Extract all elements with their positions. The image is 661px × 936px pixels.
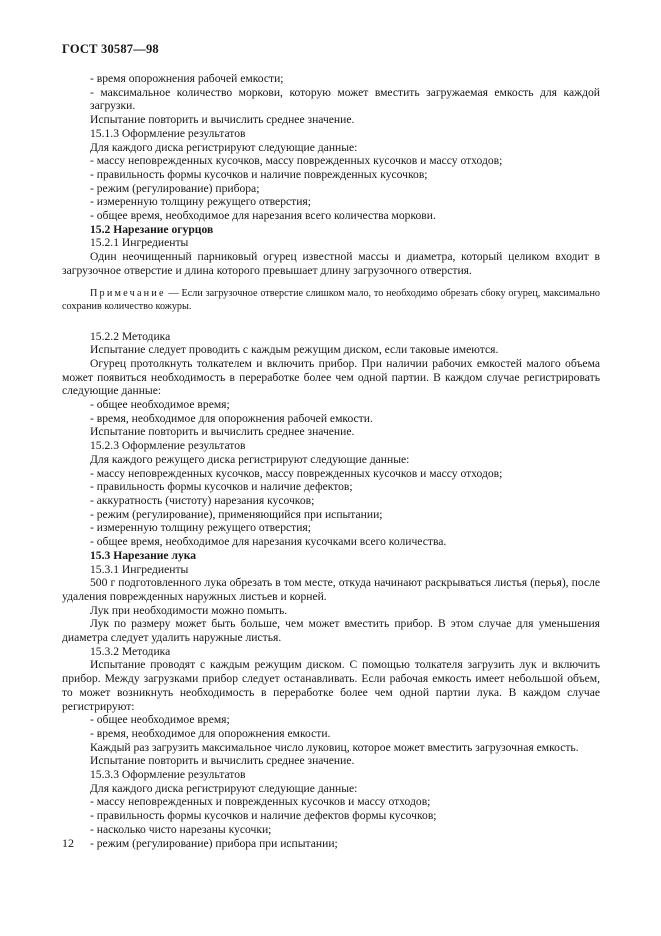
subsection-heading: 15.3.2 Методика [90, 644, 171, 658]
paragraph: Для каждого диска регистрируют следующие данные: [90, 781, 358, 795]
section-number: 15.2 [90, 222, 111, 236]
list-item: - время опорожнения рабочей емкости; [90, 72, 284, 85]
page-number: 12 [62, 836, 74, 850]
paragraph: Испытание повторить и вычислить среднее значение. [90, 425, 355, 439]
paragraph: Каждый раз загрузить максимальное число луковиц, которое может вместить загрузочная емкость. [90, 740, 579, 754]
list-item: - общее необходимое время; [90, 398, 230, 412]
list-item: - время, необходимое для опорожнения рабочей емкости. [90, 411, 373, 425]
list-item: - максимальное количество моркови, которую может вместить загружаемая емкость для каждой загрузки. [90, 85, 600, 113]
subsection-heading: 15.2.1 Ингредиенты [90, 236, 189, 250]
subsection-heading: 15.2.2 Методика [90, 329, 171, 343]
list-item: - измеренную толщину режущего отверстия; [90, 521, 311, 535]
subsection-heading: 15.3.3 Оформление результатов [90, 768, 246, 782]
section-title: Нарезание огурцов [113, 222, 214, 236]
section-title: Нарезание лука [113, 548, 197, 562]
paragraph: Испытание повторить и вычислить среднее значение. [90, 113, 355, 127]
list-item: - массу неповрежденных кусочков, массу поврежденных кусочков и массу отходов; [90, 466, 503, 480]
list-item: - режим (регулирование) прибора при испытании; [90, 836, 338, 850]
list-item: - аккуратность (чистоту) нарезания кусочков; [90, 493, 315, 507]
paragraph: Для каждого диска регистрируют следующие данные: [90, 140, 358, 154]
note-text: — Если загрузочное отверстие слишком мало, то необходимо обрезать сбоку огурец, максимально сохранив количество кожуры. [62, 287, 600, 312]
paragraph: Один неочищенный парниковый огурец известной массы и диаметра, который целиком входит в загрузочное отверстие и длина которого превышает длину загрузочного отверстия. [62, 250, 600, 277]
paragraph: Испытание повторить и вычислить среднее значение. [90, 754, 355, 768]
list-item: - режим (регулирование) прибора; [90, 181, 260, 195]
list-item: - правильность формы кусочков и наличие дефектов формы кусочков; [90, 809, 437, 823]
list-item: - режим (регулирование), применяющийся при испытании; [90, 507, 383, 521]
paragraph: 500 г подготовленного лука обрезать в том месте, откуда начинают раскрываться листья (перья), после удаления поврежденных наружных листьев и корней. [62, 576, 600, 603]
paragraph: Для каждого режущего диска регистрируют следующие данные: [90, 452, 410, 466]
list-item: - массу неповрежденных кусочков, массу поврежденных кусочков и массу отходов; [90, 154, 503, 168]
paragraph: Испытание следует проводить с каждым режущим диском, если таковые имеются. [90, 343, 499, 357]
section-number: 15.3 [90, 548, 111, 562]
list-item: - измеренную толщину режущего отверстия; [90, 195, 311, 209]
subsection-heading: 15.2.3 Оформление результатов [90, 439, 246, 453]
list-item: - общее необходимое время; [90, 713, 230, 727]
list-item: - общее время, необходимое для нарезания всего количества моркови. [90, 209, 436, 223]
section-heading [62, 549, 600, 563]
section-heading [62, 223, 600, 237]
list-item: - массу неповрежденных и поврежденных кусочков и массу отходов; [90, 795, 431, 809]
list-item: - правильность формы кусочков и наличие поврежденных кусочков; [90, 167, 428, 181]
subsection-heading: 15.1.3 Оформление результатов [90, 126, 246, 140]
document-body [62, 72, 600, 850]
paragraph: Огурец протолкнуть толкателем и включить прибор. При наличии рабочих емкостей малого объема может появиться необходимость в переработке более чем одной партии. В каждом случае регистрировать следующие данные: [62, 356, 600, 398]
paragraph: Лук по размеру может быть больше, чем может вместить прибор. В этом случае для уменьшения диаметра следует удалить наружные листья. [62, 617, 600, 645]
document-header: ГОСТ 30587—98 [62, 42, 159, 56]
list-item: - насколько чисто нарезаны кусочки; [90, 822, 272, 836]
list-item: - время, необходимое для опорожнения емкости. [90, 726, 331, 740]
list-item: - правильность формы кусочков и наличие дефектов; [90, 480, 353, 494]
list-item: - общее время, необходимое для нарезания кусочками всего количества. [90, 535, 447, 549]
paragraph: Лук при необходимости можно помыть. [90, 603, 288, 617]
paragraph: Испытание проводят с каждым режущим диском. С помощью толкателя загрузить лук и включить прибор. Между загрузками прибор следует останавливать. Если рабочая емкость имеет небольшой объем, то может возникнуть необходимость в переработке более чем одной партии лука. В каждом случае регистрируют: [62, 658, 600, 713]
note [62, 287, 600, 313]
note-label: Примечание [90, 287, 166, 299]
subsection-heading: 15.3.1 Ингредиенты [90, 562, 189, 576]
